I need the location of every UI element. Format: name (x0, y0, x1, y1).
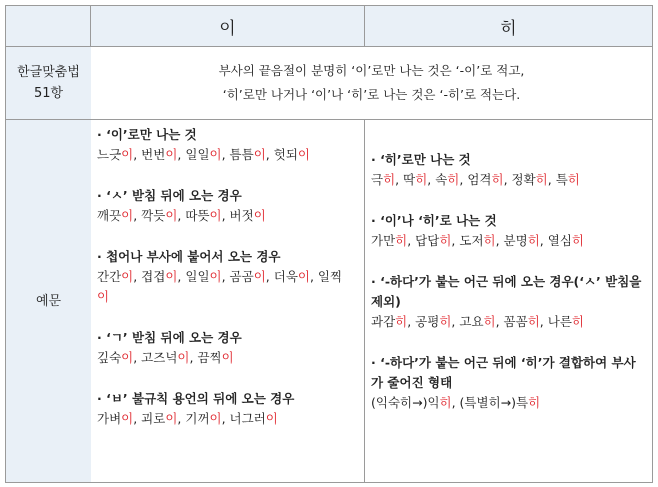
suffix-highlight: 이 (121, 350, 134, 365)
example-line (97, 145, 359, 165)
section-spacer (371, 332, 647, 353)
rule-text-line1: 부사의 끝음절이 분명히 ‘이’로만 나는 것은 ‘-이’로 적고, (218, 63, 525, 78)
suffix-highlight: 이 (121, 411, 134, 426)
example-text: , 일일 (177, 147, 210, 162)
example-line (97, 348, 359, 368)
section-spacer (371, 251, 647, 272)
example-text: 간간 (97, 269, 122, 284)
suffix-highlight: 히 (395, 314, 408, 329)
suffix-highlight: 이 (177, 350, 190, 365)
suffix-highlight: 히 (395, 233, 408, 248)
example-line (97, 267, 359, 287)
rule-table (5, 5, 653, 483)
example-section-title: · ‘-하다’가 붙는 어근 뒤에 ‘히’가 결합하여 부사 (371, 355, 636, 370)
section-spacer (97, 165, 359, 186)
rule-label-cell (6, 47, 91, 119)
suffix-highlight: 히 (527, 233, 540, 248)
example-line (371, 170, 647, 190)
example-text: , 일일 (177, 269, 210, 284)
suffix-highlight: 히 (571, 314, 584, 329)
example-section (97, 389, 359, 429)
suffix-highlight: 이 (121, 269, 134, 284)
example-text: , 도저 (451, 233, 484, 248)
suffix-highlight: 이 (209, 269, 222, 284)
example-section-title: · ‘히’로만 나는 것 (371, 152, 471, 167)
suffix-highlight: 히 (528, 395, 541, 410)
examples-label: 예문 (35, 293, 62, 309)
table-divider (6, 119, 652, 120)
suffix-highlight: 이 (253, 269, 266, 284)
suffix-highlight: 히 (567, 172, 580, 187)
suffix-highlight: 이 (97, 289, 110, 304)
suffix-highlight: 이 (297, 269, 310, 284)
table-divider (364, 119, 365, 482)
example-text: , 꼼꼼 (495, 314, 528, 329)
examples-i-column (97, 125, 359, 429)
section-spacer (97, 368, 359, 389)
example-section-title: · ‘ㅂ’ 불규칙 용언의 뒤에 오는 경우 (97, 391, 295, 406)
example-text: 깊숙 (97, 350, 122, 365)
header-corner-cell (6, 6, 90, 46)
example-text: , 더욱 (265, 269, 298, 284)
rule-label-line2: 51항 (33, 86, 64, 101)
example-text: , 번번 (133, 147, 166, 162)
example-text: , 곰곰 (221, 269, 254, 284)
example-text: 과감 (371, 314, 396, 329)
example-line (371, 312, 647, 332)
suffix-highlight: 이 (253, 147, 266, 162)
example-section (97, 186, 359, 226)
header-col-i (91, 6, 364, 46)
example-section-title: · ‘이’로만 나는 것 (97, 127, 197, 142)
suffix-highlight: 히 (483, 233, 496, 248)
example-text: 깨끗 (97, 208, 122, 223)
suffix-highlight: 이 (209, 147, 222, 162)
example-text: , 괴로 (133, 411, 166, 426)
suffix-highlight: 이 (121, 147, 134, 162)
suffix-highlight: 이 (209, 208, 222, 223)
suffix-highlight: 히 (439, 233, 452, 248)
suffix-highlight: 이 (165, 208, 178, 223)
example-line (97, 287, 359, 307)
example-text: , 엄격 (459, 172, 492, 187)
section-spacer (97, 226, 359, 247)
suffix-highlight: 이 (209, 411, 222, 426)
example-text: , 딱 (395, 172, 416, 187)
header-col-i-label: 이 (219, 18, 236, 39)
example-text: , 기꺼 (177, 411, 210, 426)
suffix-highlight: 히 (491, 172, 504, 187)
example-text: , 일찍 (309, 269, 343, 284)
example-section (371, 211, 647, 251)
example-section-title-cont: 제외) (371, 294, 401, 309)
example-text: 가벼 (97, 411, 122, 426)
example-text: (익숙히→)익 (371, 395, 440, 410)
example-line (97, 206, 359, 226)
example-section (97, 328, 359, 368)
suffix-highlight: 이 (121, 208, 134, 223)
example-text: , 헛되 (265, 147, 298, 162)
suffix-highlight: 히 (571, 233, 584, 248)
example-line (97, 409, 359, 429)
example-text: 극 (371, 172, 384, 187)
rule-text-cell (91, 47, 652, 119)
suffix-highlight: 히 (483, 314, 496, 329)
example-text: , 속 (427, 172, 448, 187)
example-text: , 정확 (503, 172, 536, 187)
example-text: , 너그러 (221, 411, 266, 426)
suffix-highlight: 히 (439, 395, 452, 410)
example-text: , 겹겹 (133, 269, 166, 284)
example-text: , 열심 (539, 233, 572, 248)
example-section (371, 272, 647, 332)
example-section (371, 150, 647, 190)
example-text: , 고요 (451, 314, 484, 329)
suffix-highlight: 이 (297, 147, 310, 162)
example-section (97, 247, 359, 307)
section-spacer (97, 307, 359, 328)
example-line (371, 231, 647, 251)
examples-label-cell (6, 120, 91, 482)
rule-label-line1: 한글맞춤법 (17, 65, 80, 80)
example-section (371, 353, 647, 413)
example-text: , 나른 (539, 314, 572, 329)
example-text: , 버젓 (221, 208, 254, 223)
suffix-highlight: 히 (439, 314, 452, 329)
example-text: , 고즈넉 (133, 350, 178, 365)
example-section (97, 125, 359, 165)
example-text: , 틈틈 (221, 147, 254, 162)
suffix-highlight: 이 (221, 350, 234, 365)
example-text: , 분명 (495, 233, 528, 248)
suffix-highlight: 이 (165, 269, 178, 284)
suffix-highlight: 이 (265, 411, 278, 426)
suffix-highlight: 이 (165, 411, 178, 426)
suffix-highlight: 이 (253, 208, 266, 223)
example-text: , 깍듯 (133, 208, 166, 223)
example-text: 가만 (371, 233, 396, 248)
example-text: , (특별히→)특 (451, 395, 529, 410)
header-col-hi-label: 히 (500, 18, 517, 39)
example-section-title: · 첩어나 부사에 붙어서 오는 경우 (97, 249, 281, 264)
example-section-title: · ‘-하다’가 붙는 어근 뒤에 오는 경우(‘ㅅ’ 받침을 (371, 274, 642, 289)
example-section-title: · ‘이’나 ‘히’로 나는 것 (371, 213, 497, 228)
example-section-title: · ‘ㄱ’ 받침 뒤에 오는 경우 (97, 330, 242, 345)
example-line (371, 393, 647, 413)
example-section-title: · ‘ㅅ’ 받침 뒤에 오는 경우 (97, 188, 242, 203)
suffix-highlight: 히 (383, 172, 396, 187)
example-text: , 따뜻 (177, 208, 210, 223)
example-text: , 공평 (407, 314, 440, 329)
example-text: , 끔찍 (189, 350, 222, 365)
example-text: , 특 (547, 172, 568, 187)
example-text: , 답답 (407, 233, 440, 248)
section-spacer (371, 190, 647, 211)
suffix-highlight: 히 (535, 172, 548, 187)
examples-hi-column (371, 150, 647, 413)
suffix-highlight: 히 (527, 314, 540, 329)
example-text: 느긋 (97, 147, 122, 162)
header-col-hi (365, 6, 652, 46)
suffix-highlight: 이 (165, 147, 178, 162)
example-section-title-cont: 가 줄어진 형태 (371, 375, 453, 390)
suffix-highlight: 히 (415, 172, 428, 187)
rule-text-line2: ‘히’로만 나거나 ‘이’나 ‘히’로 나는 것은 ‘-히’로 적는다. (222, 87, 521, 102)
suffix-highlight: 히 (447, 172, 460, 187)
